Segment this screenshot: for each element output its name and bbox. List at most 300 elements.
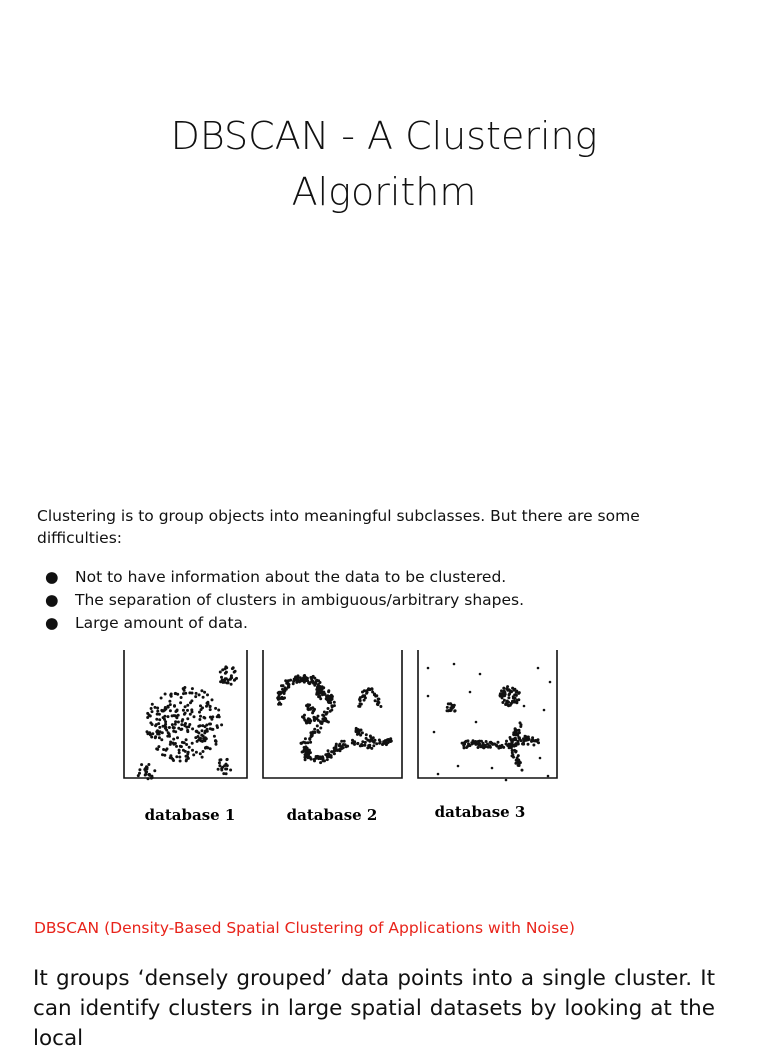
cluster-point (317, 679, 320, 682)
cluster-point (177, 727, 180, 730)
cluster-point (311, 707, 314, 710)
cluster-point (361, 740, 364, 743)
cluster-point (145, 765, 148, 768)
cluster-point (219, 671, 222, 674)
cluster-point (213, 735, 216, 738)
cluster-point (186, 729, 189, 732)
cluster-point (184, 722, 187, 725)
cluster-point (496, 745, 499, 748)
cluster-point (209, 708, 212, 711)
cluster-point (318, 731, 321, 734)
cluster-point (164, 720, 167, 723)
cluster-point (325, 720, 328, 723)
cluster-point (173, 704, 176, 707)
cluster-point (532, 744, 535, 747)
cluster-point (303, 749, 306, 752)
cluster-point (184, 712, 187, 715)
noise-point (427, 695, 430, 698)
cluster-point (505, 743, 508, 746)
cluster-point (164, 727, 167, 730)
cluster-point (222, 772, 225, 775)
cluster-point (206, 693, 209, 696)
cluster-point (191, 727, 194, 730)
cluster-point (520, 739, 523, 742)
cluster-point (489, 746, 492, 749)
cluster-point (199, 724, 202, 727)
cluster-point (482, 744, 485, 747)
cluster-point (172, 759, 175, 762)
cluster-point (446, 709, 449, 712)
cluster-point (146, 730, 149, 733)
cluster-point (360, 743, 363, 746)
cluster-point (188, 746, 191, 749)
cluster-point (333, 704, 336, 707)
cluster-point (510, 746, 513, 749)
noise-point (523, 705, 526, 708)
cluster-point (284, 679, 287, 682)
cluster-point (161, 731, 164, 734)
cluster-point (379, 705, 382, 708)
cluster-point (217, 709, 220, 712)
description-paragraph: It groups ‘densely grouped’ data points into a single cluster. It can identify clusters in large spatial datasets by looking at the local (33, 966, 715, 1051)
cluster-point (191, 749, 194, 752)
cluster-point (160, 709, 163, 712)
cluster-point (200, 689, 203, 692)
cluster-point (157, 745, 160, 748)
cluster-point (144, 770, 147, 773)
noise-point (539, 757, 542, 760)
title-line-1: DBSCAN - A Clustering (170, 114, 598, 158)
cluster-point (373, 693, 376, 696)
cluster-point (485, 740, 488, 743)
cluster-point (177, 721, 180, 724)
cluster-figure-svg (118, 648, 563, 828)
cluster-point (327, 749, 330, 752)
cluster-point (176, 736, 179, 739)
cluster-point (220, 723, 223, 726)
cluster-point (164, 693, 167, 696)
cluster-point (304, 737, 307, 740)
cluster-point (309, 756, 312, 759)
cluster-point (224, 672, 227, 675)
cluster-point (185, 755, 188, 758)
cluster-point (374, 699, 377, 702)
cluster-point (158, 718, 161, 721)
cluster-point (211, 715, 214, 718)
cluster-point (314, 682, 317, 685)
cluster-point (201, 729, 204, 732)
cluster-point (184, 705, 187, 708)
cluster-point (203, 691, 206, 694)
cluster-point (225, 758, 228, 761)
cluster-point (313, 759, 316, 762)
cluster-point (303, 719, 306, 722)
cluster-point (316, 724, 319, 727)
noise-point (549, 681, 552, 684)
cluster-point (506, 685, 509, 688)
cluster-point (465, 740, 468, 743)
cluster-point (517, 764, 520, 767)
cluster-point (370, 687, 373, 690)
cluster-point (303, 681, 306, 684)
cluster-point (204, 730, 207, 733)
cluster-point (307, 704, 310, 707)
cluster-point (230, 683, 233, 686)
cluster-point (169, 694, 172, 697)
cluster-point (218, 715, 221, 718)
cluster-point (364, 741, 367, 744)
cluster-point (154, 736, 157, 739)
cluster-point (308, 749, 311, 752)
cluster-point (329, 710, 332, 713)
cluster-point (518, 731, 521, 734)
cluster-point (358, 730, 361, 733)
cluster-point (156, 710, 159, 713)
cluster-point (451, 706, 454, 709)
cluster-point (198, 693, 201, 696)
noise-point (457, 765, 460, 768)
cluster-point (511, 701, 514, 704)
cluster-point (151, 710, 154, 713)
cluster-point (353, 743, 356, 746)
cluster-point (220, 676, 223, 679)
cluster-point (144, 774, 147, 777)
cluster-point (328, 701, 331, 704)
noise-point (437, 773, 440, 776)
cluster-point (309, 681, 312, 684)
cluster-point (150, 777, 153, 780)
cluster-point (507, 696, 510, 699)
cluster-point (355, 729, 358, 732)
cluster-point (323, 711, 326, 714)
cluster-point (172, 738, 175, 741)
noise-point (505, 779, 508, 782)
cluster-point (148, 731, 151, 734)
cluster-point (323, 759, 326, 762)
noise-point (475, 721, 478, 724)
list-item (37, 612, 524, 635)
cluster-point (137, 774, 140, 777)
cluster-point (280, 684, 283, 687)
cluster-point (163, 715, 166, 718)
cluster-point (195, 730, 198, 733)
cluster-point (326, 758, 329, 761)
cluster-point (322, 757, 325, 760)
cluster-point (205, 737, 208, 740)
cluster-point (154, 706, 157, 709)
cluster-point (528, 738, 531, 741)
cluster-point (202, 716, 205, 719)
cluster-point (218, 764, 221, 767)
cluster-point (201, 724, 204, 727)
dbscan-heading: DBSCAN (Density-Based Spatial Clustering of Applications with Noise) (34, 919, 575, 937)
cluster-point (515, 733, 518, 736)
cluster-point (140, 763, 143, 766)
cluster-point (531, 739, 534, 742)
cluster-point (311, 676, 314, 679)
cluster-point (200, 708, 203, 711)
cluster-point (462, 744, 465, 747)
panel-3-frame (418, 650, 557, 778)
cluster-point (389, 737, 392, 740)
cluster-point (446, 706, 449, 709)
cluster-point (465, 746, 468, 749)
cluster-point (327, 689, 330, 692)
cluster-point (146, 712, 149, 715)
title-line-2: Algorithm (291, 170, 477, 214)
list-item-text: Not to have information about the data to be clustered. (75, 568, 507, 586)
cluster-point (191, 687, 194, 690)
cluster-point (221, 766, 224, 769)
cluster-point (201, 756, 204, 759)
cluster-point (319, 761, 322, 764)
cluster-point (365, 692, 368, 695)
cluster-point (317, 715, 320, 718)
cluster-point (473, 742, 476, 745)
cluster-point (486, 743, 489, 746)
noise-point (427, 667, 430, 670)
cluster-point (497, 741, 500, 744)
cluster-point (378, 739, 381, 742)
cluster-point (175, 716, 178, 719)
cluster-point (185, 759, 188, 762)
cluster-point (209, 747, 212, 750)
cluster-point (147, 777, 150, 780)
cluster-point (188, 723, 191, 726)
cluster-point (191, 742, 194, 745)
difficulties-list (37, 566, 524, 635)
cluster-point (149, 721, 152, 724)
cluster-point (521, 769, 524, 772)
cluster-point (367, 744, 370, 747)
cluster-point (151, 703, 154, 706)
cluster-point (493, 743, 496, 746)
cluster-point (186, 704, 189, 707)
cluster-point (509, 738, 512, 741)
cluster-point (527, 743, 530, 746)
cluster-point (156, 729, 159, 732)
cluster-point (194, 736, 197, 739)
cluster-point (454, 709, 457, 712)
cluster-point (283, 696, 286, 699)
cluster-point (503, 690, 506, 693)
cluster-point (175, 745, 178, 748)
cluster-point (512, 695, 515, 698)
list-item (37, 566, 524, 589)
cluster-point (513, 745, 516, 748)
cluster-point (356, 742, 359, 745)
cluster-point (384, 741, 387, 744)
cluster-point (219, 680, 222, 683)
cluster-point (169, 756, 172, 759)
cluster-point (304, 758, 307, 761)
cluster-point (185, 738, 188, 741)
cluster-point (505, 740, 508, 743)
cluster-point (197, 738, 200, 741)
cluster-point (185, 726, 188, 729)
cluster-point (225, 666, 228, 669)
cluster-point (361, 691, 364, 694)
cluster-point (171, 723, 174, 726)
cluster-point (217, 768, 220, 771)
cluster-point (214, 707, 217, 710)
cluster-point (178, 756, 181, 759)
cluster-point (174, 720, 177, 723)
bullet-icon: ● (45, 591, 59, 609)
cluster-point (155, 718, 158, 721)
cluster-point (363, 694, 366, 697)
cluster-point (146, 716, 149, 719)
cluster-point (169, 743, 172, 746)
cluster-point (311, 732, 314, 735)
cluster-point (233, 678, 236, 681)
cluster-point (294, 675, 297, 678)
cluster-point (182, 687, 185, 690)
cluster-point (197, 732, 200, 735)
cluster-point (183, 741, 186, 744)
cluster-point (211, 698, 214, 701)
cluster-point (176, 709, 179, 712)
cluster-point (216, 726, 219, 729)
cluster-point (221, 668, 224, 671)
cluster-point (234, 670, 237, 673)
cluster-point (199, 752, 202, 755)
cluster-point (158, 736, 161, 739)
cluster-point (513, 749, 516, 752)
cluster-point (178, 751, 181, 754)
cluster-point (317, 685, 320, 688)
cluster-point (514, 728, 517, 731)
cluster-point (375, 742, 378, 745)
cluster-point (225, 677, 228, 680)
cluster-point (168, 735, 171, 738)
cluster-point (300, 742, 303, 745)
cluster-point (194, 695, 197, 698)
cluster-point (162, 725, 165, 728)
cluster-point (182, 692, 185, 695)
noise-point (479, 673, 482, 676)
cluster-point (301, 715, 304, 718)
noise-point (543, 709, 546, 712)
cluster-point (178, 749, 181, 752)
cluster-point (359, 696, 362, 699)
cluster-point (307, 718, 310, 721)
cluster-point (230, 676, 233, 679)
cluster-point (227, 681, 230, 684)
cluster-point (514, 762, 517, 765)
cluster-point (193, 715, 196, 718)
cluster-point (167, 715, 170, 718)
cluster-point (320, 688, 323, 691)
cluster-point (156, 713, 159, 716)
cluster-point (189, 713, 192, 716)
noise-point (491, 767, 494, 770)
cluster-point (333, 749, 336, 752)
cluster-point (160, 738, 163, 741)
cluster-point (155, 723, 158, 726)
cluster-point (179, 701, 182, 704)
cluster-point (372, 744, 375, 747)
cluster-point (147, 763, 150, 766)
cluster-point (232, 666, 235, 669)
cluster-point (156, 732, 159, 735)
cluster-point (198, 711, 201, 714)
cluster-point (153, 769, 156, 772)
cluster-point (377, 698, 380, 701)
cluster-point (279, 703, 282, 706)
cluster-point (165, 749, 168, 752)
cluster-point (199, 704, 202, 707)
page-title (0, 108, 768, 220)
cluster-point (220, 769, 223, 772)
cluster-point (517, 759, 520, 762)
cluster-point (187, 751, 190, 754)
cluster-point (175, 755, 178, 758)
cluster-point (511, 754, 514, 757)
cluster-point (339, 749, 342, 752)
cluster-point (513, 738, 516, 741)
cluster-point (199, 715, 202, 718)
cluster-point (172, 714, 175, 717)
list-item (37, 589, 524, 612)
cluster-point (168, 726, 171, 729)
cluster-point (195, 751, 198, 754)
cluster-point (320, 722, 323, 725)
cluster-point (204, 746, 207, 749)
panel-3-label: database 3 (434, 803, 526, 821)
cluster-figure (118, 648, 563, 828)
cluster-point (167, 731, 170, 734)
cluster-point (198, 718, 201, 721)
noise-point (537, 667, 540, 670)
cluster-point (174, 730, 177, 733)
panel-2-label: database 2 (286, 806, 378, 824)
cluster-point (164, 706, 167, 709)
cluster-point (326, 696, 329, 699)
bullet-icon: ● (45, 614, 59, 632)
cluster-point (518, 691, 521, 694)
cluster-point (218, 761, 221, 764)
cluster-point (537, 741, 540, 744)
cluster-point (150, 707, 153, 710)
cluster-point (359, 734, 362, 737)
cluster-point (180, 696, 183, 699)
cluster-point (147, 773, 150, 776)
cluster-point (218, 759, 221, 762)
cluster-point (202, 750, 205, 753)
cluster-point (317, 719, 320, 722)
list-item-text: Large amount of data. (75, 614, 248, 632)
cluster-point (521, 743, 524, 746)
cluster-point (158, 726, 161, 729)
cluster-point (507, 701, 510, 704)
cluster-point (520, 723, 523, 726)
cluster-point (319, 727, 322, 730)
cluster-point (190, 708, 193, 711)
cluster-point (369, 739, 372, 742)
cluster-point (180, 723, 183, 726)
cluster-point (307, 753, 310, 756)
cluster-point (278, 698, 281, 701)
cluster-point (214, 739, 217, 742)
cluster-point (156, 748, 159, 751)
cluster-point (287, 682, 290, 685)
panel-1-label: database 1 (144, 806, 236, 824)
cluster-point (503, 699, 506, 702)
cluster-point (313, 728, 316, 731)
cluster-point (342, 743, 345, 746)
cluster-point (490, 742, 493, 745)
